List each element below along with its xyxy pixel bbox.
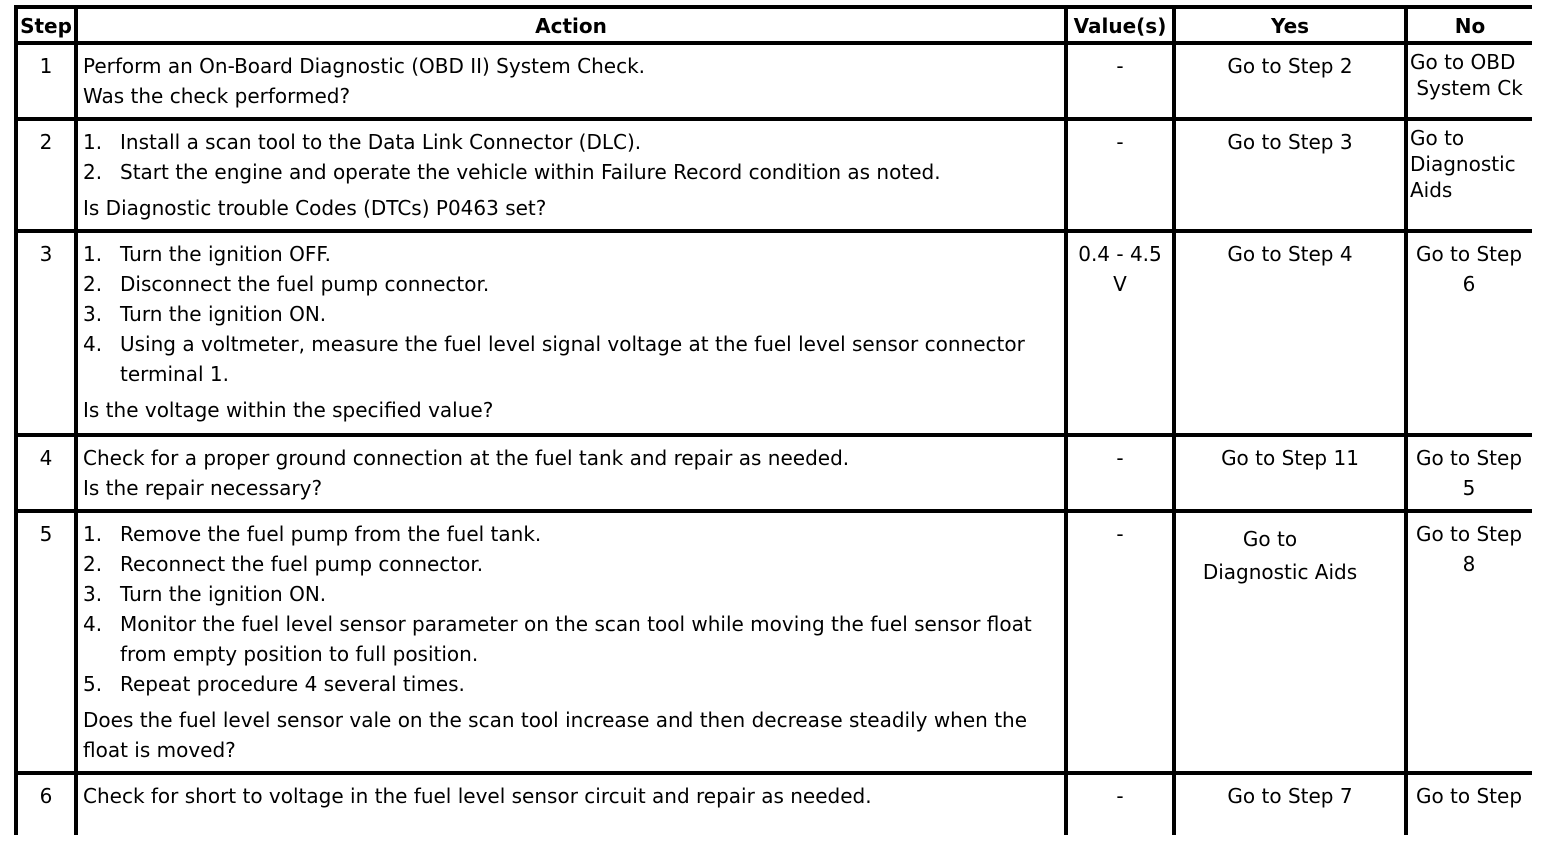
step-number: 6 [16,773,76,835]
item-text: Reconnect the fuel pump connector. [120,552,484,576]
action-line: Perform an On-Board Diagnostic (OBD II) System Check. [83,54,646,78]
item-text: Start the engine and operate the vehicle within Failure Record condition as noted. [120,160,941,184]
yes-line: Diagnostic Aids [1202,560,1358,584]
step-number: 3 [16,231,76,435]
table-row [16,231,1532,435]
action-line: Check for a proper ground connection at the fuel tank and repair as needed. [83,446,850,470]
no-line: 6 [1462,272,1476,296]
action-question: Is the voltage within the specified value? [83,398,494,422]
table-row [16,119,1532,231]
action-cell [76,773,1066,835]
item-text: Disconnect the fuel pump connector. [120,272,490,296]
no-line: Diagnostic [1410,152,1516,176]
diagnostic-table-frame [14,5,1532,835]
action-question: Does the fuel level sensor vale on the scan tool increase and then decrease steadily when the float is moved? [83,708,1028,762]
action-item [83,579,1056,609]
no-cell [1406,231,1532,435]
item-text: Turn the ignition ON. [120,302,327,326]
no-cell [1406,119,1532,231]
item-text: Turn the ignition OFF. [120,242,331,266]
action-question: Was the check performed? [83,84,351,108]
value-cell: - [1066,511,1174,773]
value-cell: - [1066,773,1174,835]
action-cell [76,119,1066,231]
item-number: 2. [83,160,103,184]
action-item [83,269,1056,299]
no-line: Go to Step [1415,242,1523,266]
item-text: Turn the ignition ON. [120,582,327,606]
step-number: 1 [16,43,76,119]
table-row [16,43,1532,119]
header-action: Action [76,7,1066,43]
action-item [83,157,1056,187]
action-item [83,669,1056,699]
yes-cell: Go to Step 7 [1174,773,1406,835]
table-row [16,435,1532,511]
item-number: 4. [83,612,103,636]
value-line: 0.4 - 4.5 [1078,242,1162,266]
header-row [16,7,1532,43]
no-cell [1406,43,1532,119]
header-yes: Yes [1174,7,1406,43]
yes-cell: Go to Step 4 [1174,231,1406,435]
yes-cell: Go to Step 3 [1174,119,1406,231]
yes-line: Go to [1242,527,1298,551]
action-item [83,127,1056,157]
no-cell [1406,773,1532,835]
item-number: 5. [83,672,103,696]
item-number: 2. [83,272,103,296]
value-unit: V [1113,272,1127,296]
action-cell [76,43,1066,119]
item-text: Install a scan tool to the Data Link Connector (DLC). [120,130,642,154]
action-question: Is the repair necessary? [83,476,323,500]
item-number: 1. [83,242,103,266]
table-row [16,773,1532,835]
value-cell: - [1066,435,1174,511]
no-line: Go to Step [1415,522,1523,546]
item-text: Remove the fuel pump from the fuel tank. [120,522,542,546]
no-line: 8 [1462,552,1476,576]
action-cell [76,511,1066,773]
step-number: 4 [16,435,76,511]
action-cell [76,435,1066,511]
item-number: 1. [83,130,103,154]
header-no: No [1406,7,1532,43]
action-item [83,329,1056,389]
value-cell: - [1066,119,1174,231]
no-line: 5 [1462,476,1476,500]
action-item [83,299,1056,329]
value-cell [1066,231,1174,435]
diagnostic-table [14,5,1532,835]
action-item [83,609,1056,669]
item-number: 1. [83,522,103,546]
action-question: Is Diagnostic trouble Codes (DTCs) P0463 set? [83,196,547,220]
no-cell [1406,511,1532,773]
item-number: 2. [83,552,103,576]
yes-cell [1174,511,1406,773]
no-line: Go to Step [1415,784,1523,808]
no-line: Go to Step [1415,446,1523,470]
no-cell [1406,435,1532,511]
no-line: System Ck [1410,76,1523,100]
item-number: 3. [83,582,103,606]
no-line: Go to OBD [1410,50,1516,74]
header-values: Value(s) [1066,7,1174,43]
item-text: Repeat procedure 4 several times. [120,672,465,696]
table-row [16,511,1532,773]
action-item [83,519,1056,549]
action-line: Check for short to voltage in the fuel level sensor circuit and repair as needed. [83,784,872,808]
action-item [83,239,1056,269]
item-number: 4. [83,332,103,356]
yes-cell: Go to Step 2 [1174,43,1406,119]
no-line: Aids [1410,178,1453,202]
yes-cell: Go to Step 11 [1174,435,1406,511]
no-line: Go to [1410,126,1465,150]
action-item [83,549,1056,579]
item-number: 3. [83,302,103,326]
step-number: 5 [16,511,76,773]
header-step: Step [16,7,76,43]
action-cell [76,231,1066,435]
value-cell: - [1066,43,1174,119]
item-text: Monitor the fuel level sensor parameter on the scan tool while moving the fuel sensor float from empty position to full position. [120,612,1032,666]
item-text: Using a voltmeter, measure the fuel level signal voltage at the fuel level sensor connector terminal 1. [120,332,1025,386]
step-number: 2 [16,119,76,231]
